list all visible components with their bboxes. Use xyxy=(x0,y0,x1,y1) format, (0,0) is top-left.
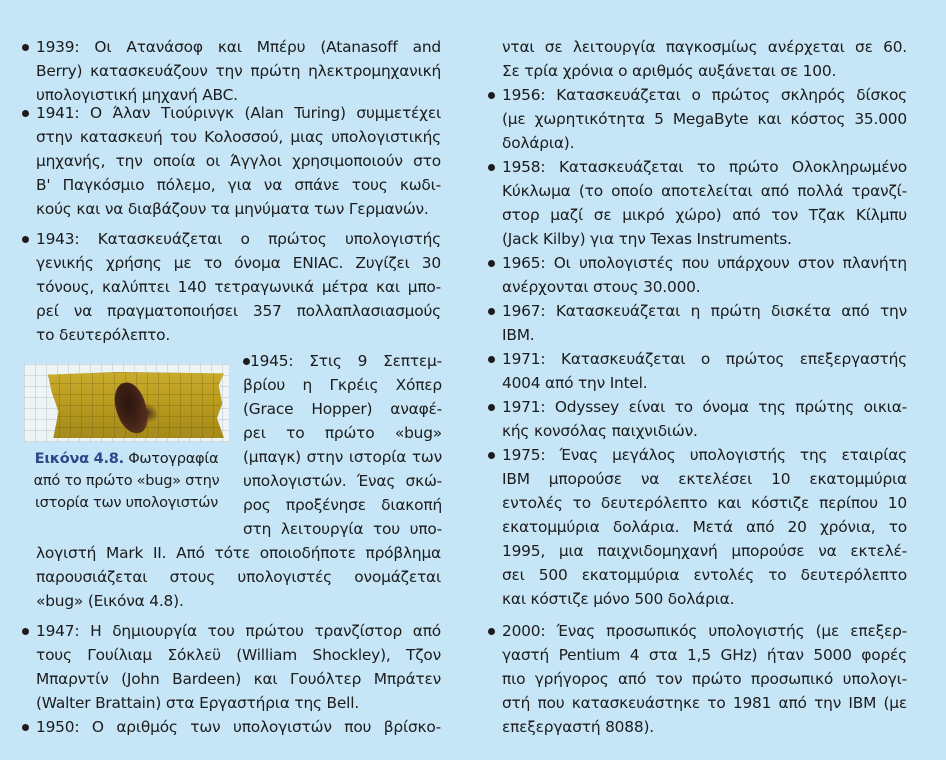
entry-line: (μπαγκ) στην ιστορία των xyxy=(243,448,442,466)
entry-line: λογιστή Mark II. Από τότε οποιοδήποτε πρόβλημα xyxy=(36,544,441,562)
caption-text: Φωτογραφία xyxy=(123,450,219,467)
entry-line: ρει το πρώτο «bug» xyxy=(243,424,442,442)
entry-line: στή που κατασκευάστηκε το 1981 από την IBM (με xyxy=(502,694,907,712)
entry-line: 1941: Ο Άλαν Τιούρινγκ (Alan Turing) συμμετέχει xyxy=(36,104,441,122)
entry-line: επεξεργαστή 8088). xyxy=(502,718,654,736)
entry-line: πιο γρήγορος από τον πρώτο προσωπικό υπολογι- xyxy=(502,670,907,688)
entry-line: 1965: Οι υπολογιστές που υπάρχουν στον πλανήτη xyxy=(502,254,907,272)
entry-line: «bug» (Εικόνα 4.8). xyxy=(36,592,184,610)
entry-line: υπολογιστών. Ένας σκώ- xyxy=(243,472,442,490)
entry-line: παρουσιάζεται στους υπολογιστές ονομάζεται xyxy=(36,568,441,586)
entry-line: στην κατασκευή του Κολοσσού, μιας υπολογιστικής xyxy=(36,128,441,146)
entry-line: και κόστιζε μόνο 500 δολάρια. xyxy=(502,590,735,608)
bullet-icon xyxy=(488,260,495,267)
entry-line: 1950: Ο αριθμός των υπολογιστών που βρίσκο- xyxy=(36,718,441,736)
caption-text: από το πρώτο «bug» στην xyxy=(33,472,220,489)
entry-line: Κύκλωμα (το οποίο αποτελείται από πολλά τρανζί- xyxy=(502,182,907,200)
entry-line: 1967: Κατασκευάζεται η πρώτη δισκέτα από την xyxy=(502,302,907,320)
entry-line: Μπαρντίν (John Bardeen) και Γουόλτερ Μπράτεν xyxy=(36,670,441,688)
entry-line: IBM. xyxy=(502,326,535,344)
entry-line: 1975: Ένας μεγάλος υπολογιστής της εταιρίας xyxy=(502,446,907,464)
bullet-icon xyxy=(22,628,29,635)
entry-line: (Grace Hopper) αναφέ- xyxy=(243,400,442,418)
bullet-icon xyxy=(488,628,495,635)
entry-line: IBM μπορούσε να εκτελέσει 10 εκατομμύρια xyxy=(502,470,907,488)
entry-line: 1939: Οι Ατανάσοφ και Μπέρυ (Atanasoff and xyxy=(36,38,441,56)
entry-line: Β' Παγκόσμιο πόλεμο, για να σπάνε τους κωδι- xyxy=(36,176,441,194)
entry-line: ρος προξένησε διακοπή xyxy=(243,496,442,514)
bullet-icon xyxy=(488,164,495,171)
bullet-icon xyxy=(488,92,495,99)
entry-line: κούς και να διαβάζουν τα μηνύματα των Γερμανών. xyxy=(36,200,429,218)
entry-line: το δευτερόλεπτο. xyxy=(36,326,171,344)
entry-line: (Walter Brattain) στα Εργαστήρια της Bell. xyxy=(36,694,360,712)
bullet-icon xyxy=(22,44,29,51)
entry-line: τόνους, καλύπτει 140 τετραγωνικά μέτρα και μπο- xyxy=(36,278,441,296)
caption-label: Εικόνα 4.8. xyxy=(34,450,124,467)
entry-line: σει 500 εκατομμύρια εντολές το δευτερόλεπτο xyxy=(502,566,907,584)
entry-line: ανέρχονται στους 30.000. xyxy=(502,278,701,296)
entry-line: 1947: Η δημιουργία του πρώτου τρανζίστορ από xyxy=(36,622,441,640)
bullet-icon xyxy=(488,356,495,363)
entry-line: μηχανής, την οποία οι Άγγλοι χρησιμοποιούν στο xyxy=(36,152,441,170)
entry-line: γαστή Pentium 4 στα 1,5 GHz) ήταν 5000 φορές xyxy=(502,646,907,664)
caption-text: ιστορία των υπολογιστών xyxy=(35,494,218,511)
entry-line: (με χωρητικότητα 5 MegaByte και κόστος 35.000 xyxy=(502,110,907,128)
bug-photo xyxy=(24,364,229,442)
entry-line: 1971: Κατασκευάζεται ο πρώτος επεξεργαστής xyxy=(502,350,907,368)
entry-line: 1958: Κατασκευάζεται το πρώτο Ολοκληρωμένο xyxy=(502,158,907,176)
bullet-icon xyxy=(243,358,250,365)
entry-line: (Jack Kilby) για την Texas Instruments. xyxy=(502,230,792,248)
entry-line: 4004 από την Intel. xyxy=(502,374,648,392)
entry-line: 1943: Κατασκευάζεται ο πρώτος υπολογιστής xyxy=(36,230,441,248)
bullet-icon xyxy=(488,308,495,315)
entry-line: 2000: Ένας προσωπικός υπολογιστής (με επεξερ- xyxy=(502,622,907,640)
entry-line: υπολογιστική μηχανή ABC. xyxy=(36,86,238,104)
entry-line: νται σε λειτουργία παγκοσμίως ανέρχεται σε 60. xyxy=(502,38,907,56)
entry-line: τους Γουίλιαμ Σόκλεϋ (William Shockley), Τζον xyxy=(36,646,441,664)
entry-line: εκατομμύρια δολάρια. Μετά από 20 χρόνια, το xyxy=(502,518,907,536)
bullet-icon xyxy=(22,110,29,117)
entry-line: Σε τρία χρόνια ο αριθμός αυξάνεται σε 100. xyxy=(502,62,837,80)
entry-line: βρίου η Γκρέις Χόπερ xyxy=(243,376,442,394)
entry-line: στορ μαζί σε μικρό χώρο) από τον Τζακ Κίλμπυ xyxy=(502,206,907,224)
entry-line: 1956: Κατασκευάζεται ο πρώτος σκληρός δίσκος xyxy=(502,86,907,104)
entry-line: 1995, μια παιχνιδομηχανή μπορούσε να εκτελέ- xyxy=(502,542,907,560)
entry-line: δολάρια). xyxy=(502,134,575,152)
entry-line: Berry) κατασκευάζουν την πρώτη ηλεκτρομηχανική xyxy=(36,62,441,80)
bullet-icon xyxy=(488,452,495,459)
entry-line: γενικής χρήσης με το όνομα ENIAC. Ζυγίζει 30 xyxy=(36,254,441,272)
entry-line: εντολές το δευτερόλεπτο και κόστιζε περίπου 10 xyxy=(502,494,907,512)
entry-line: 1971: Odyssey είναι το όνομα της πρώτης οικια- xyxy=(502,398,907,416)
bullet-icon xyxy=(488,404,495,411)
entry-line: κής κονσόλας παιχνιδιών. xyxy=(502,422,698,440)
entry-line: ρεί να πραγματοποιήσει 357 πολλαπλασιασμούς xyxy=(36,302,441,320)
entry-line: στη λειτουργία του υπο- xyxy=(243,520,442,538)
bullet-icon xyxy=(22,236,29,243)
bullet-icon xyxy=(22,724,29,731)
entry-line: 1945: Στις 9 Σεπτεμ- xyxy=(250,352,442,370)
